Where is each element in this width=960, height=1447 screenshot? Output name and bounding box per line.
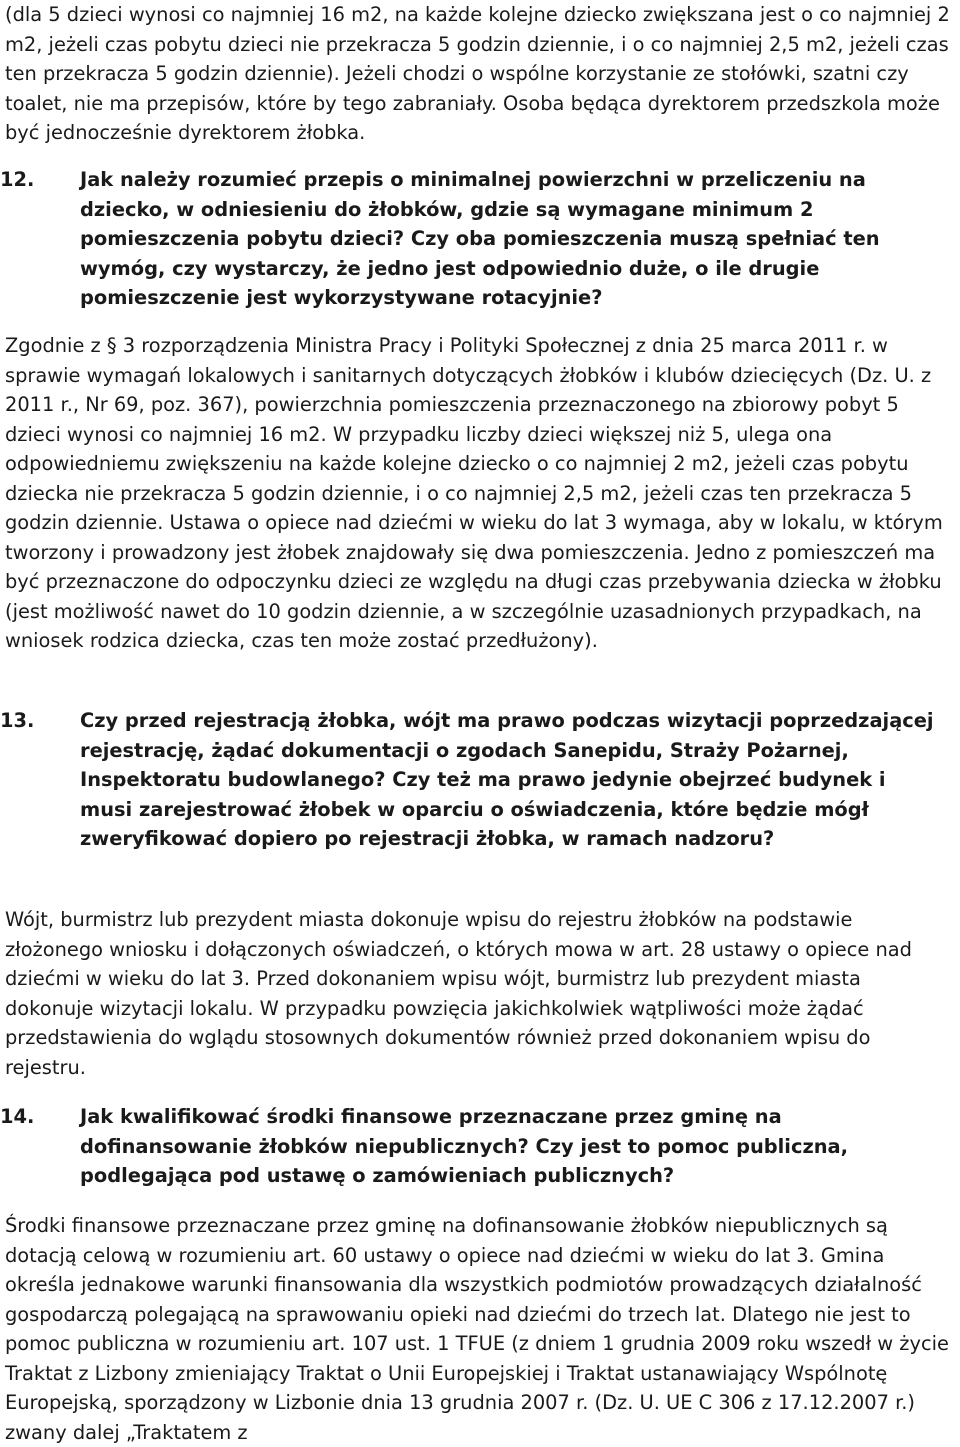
question-12-number: 12. (0, 168, 35, 191)
answer-14-text: Środki finansowe przeznaczane przez gminę na dofinansowanie żłobków niepublicznych są dotacją celową w rozumieniu art. 60 ustawy o opiece nad dziećmi w wieku do lat 3. Gmina określa jednakowe warunki finansowania dla wszystkich podmiotów prowadzących działalność gospodarczą polegającą na sprawowaniu opieki nad dziećmi do trzech lat. Dlatego nie jest to pomoc publiczna w rozumieniu art. 107 ust. 1 TFUE (z dniem 1 grudnia 2009 roku wszedł w życie Traktat z Lizbony zmieniający Traktat o Unii Europejskiej i Traktat ustanawiający Wspólnotę Europejską, sporządzony w Lizbonie dnia 13 grudnia 2007 r. (Dz. U. UE C 306 z 17.12.2007 r.) zwany dalej „Traktatem z (5, 1214, 949, 1444)
question-12-text: Jak należy rozumieć przepis o minimalnej powierzchni w przeliczeniu na dziecko, w odniesieniu do żłobków, gdzie są wymagane minimum 2 pomieszczenia pobytu dzieci? Czy oba pomieszczenia muszą spełniać ten wymóg, czy wystarczy, że jedno jest odpowiednio duże, o ile drugie pomieszczenie jest wykorzystywane rotacyjnie? (80, 168, 880, 309)
intro-text: (dla 5 dzieci wynosi co najmniej 16 m2, na każde kolejne dziecko zwiększana jest o co najmniej 2 m2, jeżeli czas pobytu dzieci nie przekracza 5 godzin dziennie, i o co najmniej 2,5 m2, jeżeli czas ten przekracza 5 godzin dziennie). Jeżeli chodzi o wspólne korzystanie ze stołówki, szatni czy toalet, nie ma przepisów, które by tego zabraniały. Osoba będąca dyrektorem przedszkola może być jednocześnie dyrektorem żłobka. (5, 3, 950, 144)
question-13-text: Czy przed rejestracją żłobka, wójt ma prawo podczas wizytacji poprzedzającej rejestrację, żądać dokumentacji o zgodach Sanepidu, Straży Pożarnej, Inspektoratu budowlanego? Czy też ma prawo jedynie obejrzeć budynek i musi zarejestrować żłobek w oparciu o oświadczenia, które będzie mógł zweryfikować dopiero po rejestracji żłobka, w ramach nadzoru? (80, 709, 934, 850)
intro-paragraph (5, 0, 950, 148)
question-13 (0, 706, 940, 854)
question-14-number: 14. (0, 1105, 35, 1128)
answer-14 (5, 1211, 950, 1447)
question-12-block (0, 165, 945, 313)
question-12 (0, 165, 945, 313)
question-14-block (0, 1102, 940, 1191)
answer-12 (5, 331, 950, 656)
question-14-text: Jak kwalifikować środki finansowe przeznaczane przez gminę na dofinansowanie żłobków niepublicznych? Czy jest to pomoc publiczna, podlegająca pod ustawę o zamówieniach publicznych? (80, 1105, 848, 1187)
question-13-number: 13. (0, 709, 35, 732)
question-13-block (0, 706, 940, 854)
answer-13 (5, 905, 950, 1082)
answer-13-text: Wójt, burmistrz lub prezydent miasta dokonuje wpisu do rejestru żłobków na podstawie złożonego wniosku i dołączonych oświadczeń, o których mowa w art. 28 ustawy o opiece nad dziećmi w wieku do lat 3. Przed dokonaniem wpisu wójt, burmistrz lub prezydent miasta dokonuje wizytacji lokalu. W przypadku powzięcia jakichkolwiek wątpliwości może żądać przedstawienia do wglądu stosownych dokumentów również przed dokonaniem wpisu do rejestru. (5, 908, 912, 1079)
question-14 (0, 1102, 940, 1191)
answer-12-text: Zgodnie z § 3 rozporządzenia Ministra Pracy i Polityki Społecznej z dnia 25 marca 2011 r. w sprawie wymagań lokalowych i sanitarnych dotyczących żłobków i klubów dziecięcych (Dz. U. z 2011 r., Nr 69, poz. 367), powierzchnia pomieszczenia przeznaczonego na zbiorowy pobyt 5 dzieci wynosi co najmniej 16 m2. W przypadku liczby dzieci większej niż 5, ulega ona odpowiedniemu zwiększeniu na każde kolejne dziecko o co najmniej 2 m2, jeżeli czas pobytu dziecka nie przekracza 5 godzin dziennie, i o co najmniej 2,5 m2, jeżeli czas ten przekracza 5 godzin dziennie. Ustawa o opiece nad dziećmi w wieku do lat 3 wymaga, aby w lokalu, w którym tworzony i prowadzony jest żłobek znajdowały się dwa pomieszczenia. Jedno z pomieszczeń ma być przeznaczone do odpoczynku dzieci ze względu na długi czas przebywania dziecka w żłobku (jest możliwość nawet do 10 godzin dziennie, a w szczególnie uzasadnionych przypadkach, na wniosek rodzica dziecka, czas ten może zostać przedłużony). (5, 334, 943, 652)
